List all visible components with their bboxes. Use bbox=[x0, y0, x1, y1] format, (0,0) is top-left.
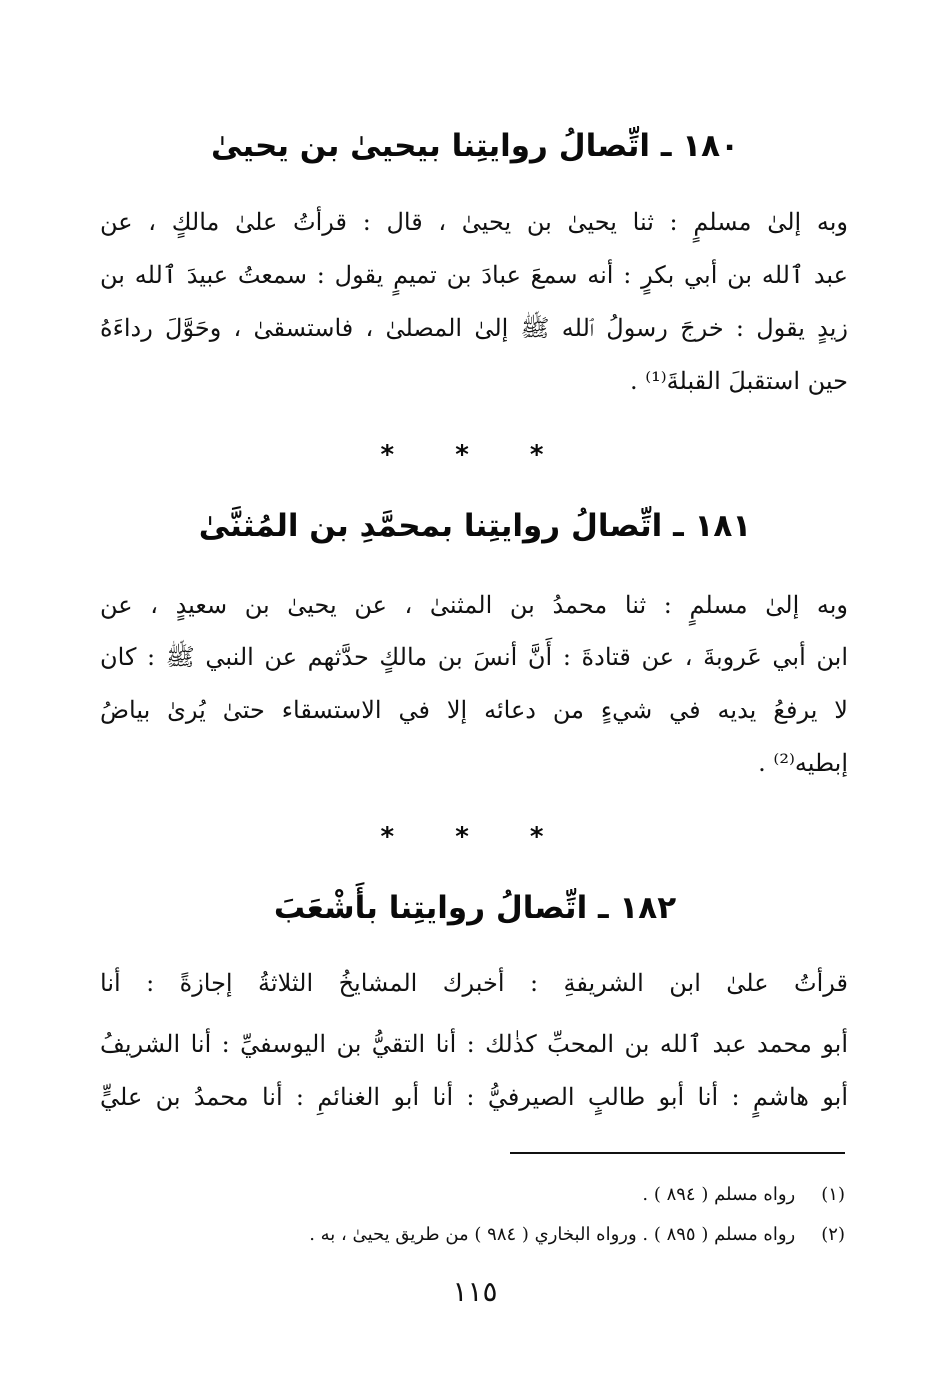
section-181-line-2: ابن أبي عَروبةَ ، عن قتادةَ : أَنَّ أنسَ بن مالكٍ حدَّثهم عن النبي ﷺ : كان bbox=[100, 643, 848, 671]
footnote-1 bbox=[120, 1180, 845, 1210]
section-180-line-2: عبد ٱلله بن أبي بكرٍ : أنه سمعَ عبادَ بن تميمٍ يقول : سمعتُ عبيدَ ٱلله بن bbox=[100, 261, 848, 289]
section-182-line-1: قرأتُ علىٰ ابن الشريفةِ : أخبرك المشايخُ الثلاثةُ إجازةً : أنا bbox=[100, 969, 848, 997]
section-181-line-1: وبه إلىٰ مسلمٍ : ثنا محمدُ بن المثنىٰ ، عن يحيىٰ بن سعيدٍ ، عن bbox=[100, 591, 848, 619]
section-separator-2: * * * bbox=[380, 822, 570, 852]
footnote-1-text: رواه مسلم ( ٨٩٤ ) . bbox=[642, 1184, 796, 1205]
section-title-180: ١٨٠ ـ اتِّصالُ روايتِنا بيحيىٰ بن يحيىٰ bbox=[211, 128, 739, 164]
footnote-1-number: (١) bbox=[821, 1184, 845, 1205]
footnote-rule bbox=[510, 1152, 845, 1154]
section-181-line-4: إبطيه⁽²⁾ . bbox=[758, 749, 848, 777]
section-182-line-2: أبو محمد عبد ٱلله بن المحبِّ كذٰلك : أنا التقيُّ بن اليوسفيِّ : أنا الشريفُ bbox=[100, 1030, 848, 1058]
section-182-line-3: أبو هاشمٍ : أنا أبو طالبٍ الصيرفيُّ : أنا أبو الغنائمِ : أنا محمدُ بن عليٍّ bbox=[100, 1083, 848, 1111]
section-separator-1: * * * bbox=[380, 440, 570, 470]
footnote-2-text: رواه مسلم ( ٨٩٥ ) . ورواه البخاري ( ٩٨٤ ) من طريق يحيىٰ ، به . bbox=[309, 1224, 796, 1245]
page-number: ١١٥ bbox=[452, 1275, 498, 1308]
footnote-2 bbox=[120, 1220, 845, 1250]
section-181-line-3: لا يرفعُ يديه في شيءٍ من دعائه إلا في الاستسقاء حتىٰ يُرىٰ بياضُ bbox=[100, 696, 848, 724]
footnote-2-number: (٢) bbox=[821, 1224, 845, 1245]
section-180-line-1: وبه إلىٰ مسلمٍ : ثنا يحيىٰ بن يحيىٰ ، قال : قرأتُ علىٰ مالكٍ ، عن bbox=[100, 208, 848, 236]
section-180-line-4: حين استقبلَ القبلةَ⁽¹⁾ . bbox=[629, 367, 848, 395]
section-title-181: ١٨١ ـ اتِّصالُ روايتِنا بمحمَّدِ بن المُثنَّىٰ bbox=[198, 508, 752, 544]
section-title-182: ١٨٢ ـ اتِّصالُ روايتِنا بأَشْعَبَ bbox=[273, 890, 677, 926]
section-180-line-3: زيدٍ يقول : خرجَ رسولُ ٱلله ﷺ إلىٰ المصلىٰ ، فاستسقىٰ ، وحَوَّلَ رداءَهُ bbox=[100, 314, 848, 342]
